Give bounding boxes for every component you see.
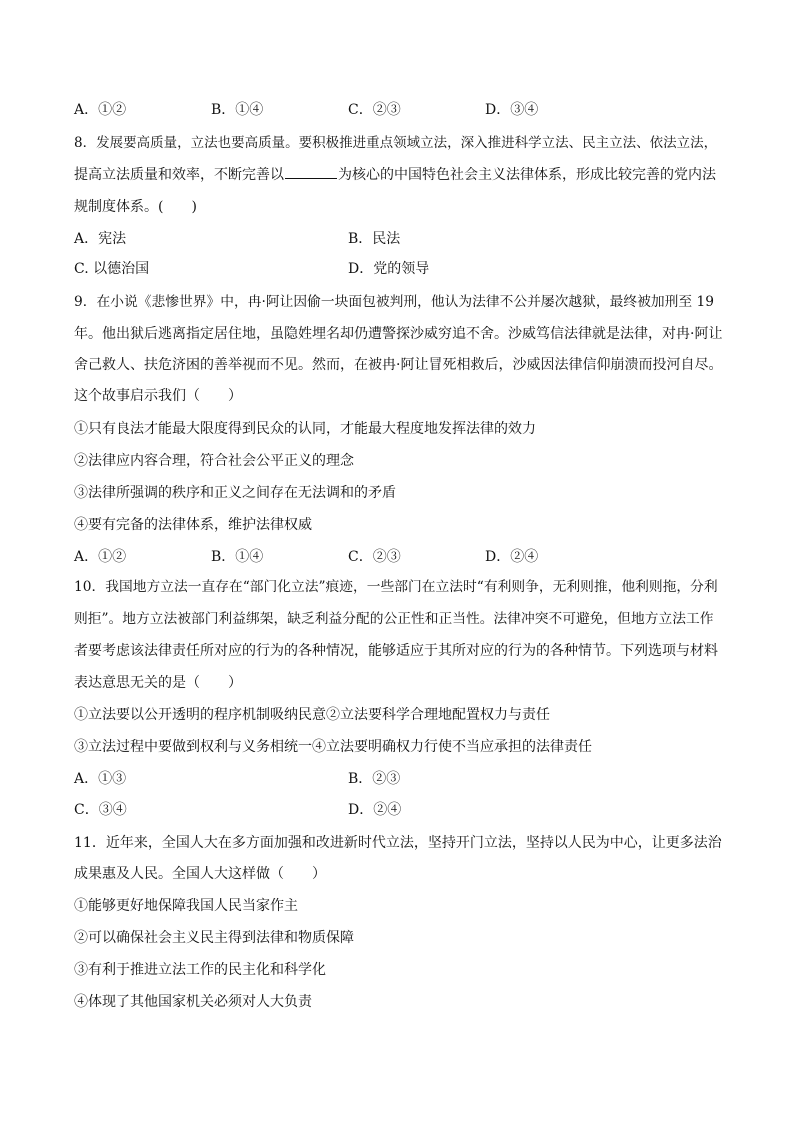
q9-item-1: ①只有良法才能最大限度得到民众的认同，才能最大程度地发挥法律的效力 xyxy=(74,421,536,437)
q9-stem-line3: 舍己救人、扶危济困的善举视而不见。然而，在被冉·阿让冒死相救后，沙威因法律信仰崩溃而投河自尽。 xyxy=(74,357,723,373)
q10-item-1: ①立法要以公开透明的程序机制吸纳民意②立法要科学合理地配置权力与责任 xyxy=(74,707,550,723)
q10-option-b: B．②③ xyxy=(348,771,401,787)
q8-option-c: C. 以德治国 xyxy=(74,261,150,277)
q10-option-a: A．①③ xyxy=(74,771,127,787)
q8-stem-line2-b: 为核心的中国特色社会主义法律体系，形成比较完善的党内法 xyxy=(338,167,716,183)
q10-stem-line3: 者要考虑该法律责任所对应的行为的各种情况，能够适应于其所对应的行为的各种情节。下列选项与材料 xyxy=(74,643,718,659)
q11-stem-line1: 11．近年来，全国人大在多方面加强和改进新时代立法，坚持开门立法，坚持以人民为中心，让更多法治 xyxy=(74,835,722,851)
q7-option-d: D．③④ xyxy=(485,102,539,118)
q8-stem-line3: 规制度体系。( ) xyxy=(74,199,197,215)
q8-stem-line2-a: 提高立法质量和效率，不断完善以 xyxy=(74,167,284,183)
q9-stem-line2: 年。他出狱后逃离指定居住地，虽隐姓埋名却仍遭警探沙威穷追不舍。沙威笃信法律就是法律，对冉·阿让 xyxy=(74,326,723,342)
q7-option-a: A．①② xyxy=(74,102,127,118)
q10-option-d: D．②④ xyxy=(348,802,402,818)
q9-item-3: ③法律所强调的秩序和正义之间存在无法调和的矛盾 xyxy=(74,485,396,501)
q9-item-2: ②法律应内容合理，符合社会公平正义的理念 xyxy=(74,453,354,469)
q8-option-a: A．宪法 xyxy=(74,231,127,247)
q9-item-4: ④要有完备的法律体系，维护法律权威 xyxy=(74,517,312,533)
q11-item-4: ④体现了其他国家机关必须对人大负责 xyxy=(74,994,312,1010)
q9-stem-line1: 9．在小说《悲惨世界》中，冉·阿让因偷一块面包被判刑，他认为法律不公并屡次越狱，最终被加刑至 19 xyxy=(74,294,714,310)
q11-item-1: ①能够更好地保障我国人民当家作主 xyxy=(74,898,298,914)
q8-stem-line1: 8．发展要高质量，立法也要高质量。要积极推进重点领域立法，深入推进科学立法、民主立法、依法立法， xyxy=(74,135,718,151)
answer-blank xyxy=(285,166,337,179)
q7-option-b: B．①④ xyxy=(211,102,264,118)
q10-item-2: ③立法过程中要做到权利与义务相统一④立法要明确权力行使不当应承担的法律责任 xyxy=(74,739,592,755)
q9-option-d: D．②④ xyxy=(485,549,539,565)
q7-option-c: C．②③ xyxy=(348,102,401,118)
q10-option-c: C．③④ xyxy=(74,802,127,818)
q9-option-c: C．②③ xyxy=(348,549,401,565)
q9-option-a: A．①② xyxy=(74,549,127,565)
q8-stem-line2 xyxy=(74,165,723,185)
q10-stem-line4: 表达意思无关的是（ ） xyxy=(74,675,242,691)
q10-stem-line2: 则拒”。地方立法被部门利益绑架，缺乏利益分配的公正性和正当性。法律冲突不可避免，但地方立法工作 xyxy=(74,611,714,627)
q10-stem-line1: 10．我国地方立法一直存在“部门化立法”痕迹，一些部门在立法时“有利则争，无利则推，他利则拖，分利 xyxy=(74,579,718,595)
q11-stem-line2: 成果惠及人民。全国人大这样做（ ） xyxy=(74,866,326,882)
q9-option-b: B．①④ xyxy=(211,549,264,565)
q8-option-d: D．党的领导 xyxy=(348,261,430,277)
q11-item-2: ②可以确保社会主义民主得到法律和物质保障 xyxy=(74,930,354,946)
q8-option-b: B．民法 xyxy=(348,231,401,247)
q11-item-3: ③有利于推进立法工作的民主化和科学化 xyxy=(74,962,326,978)
q9-stem-line4: 这个故事启示我们（ ） xyxy=(74,388,242,404)
